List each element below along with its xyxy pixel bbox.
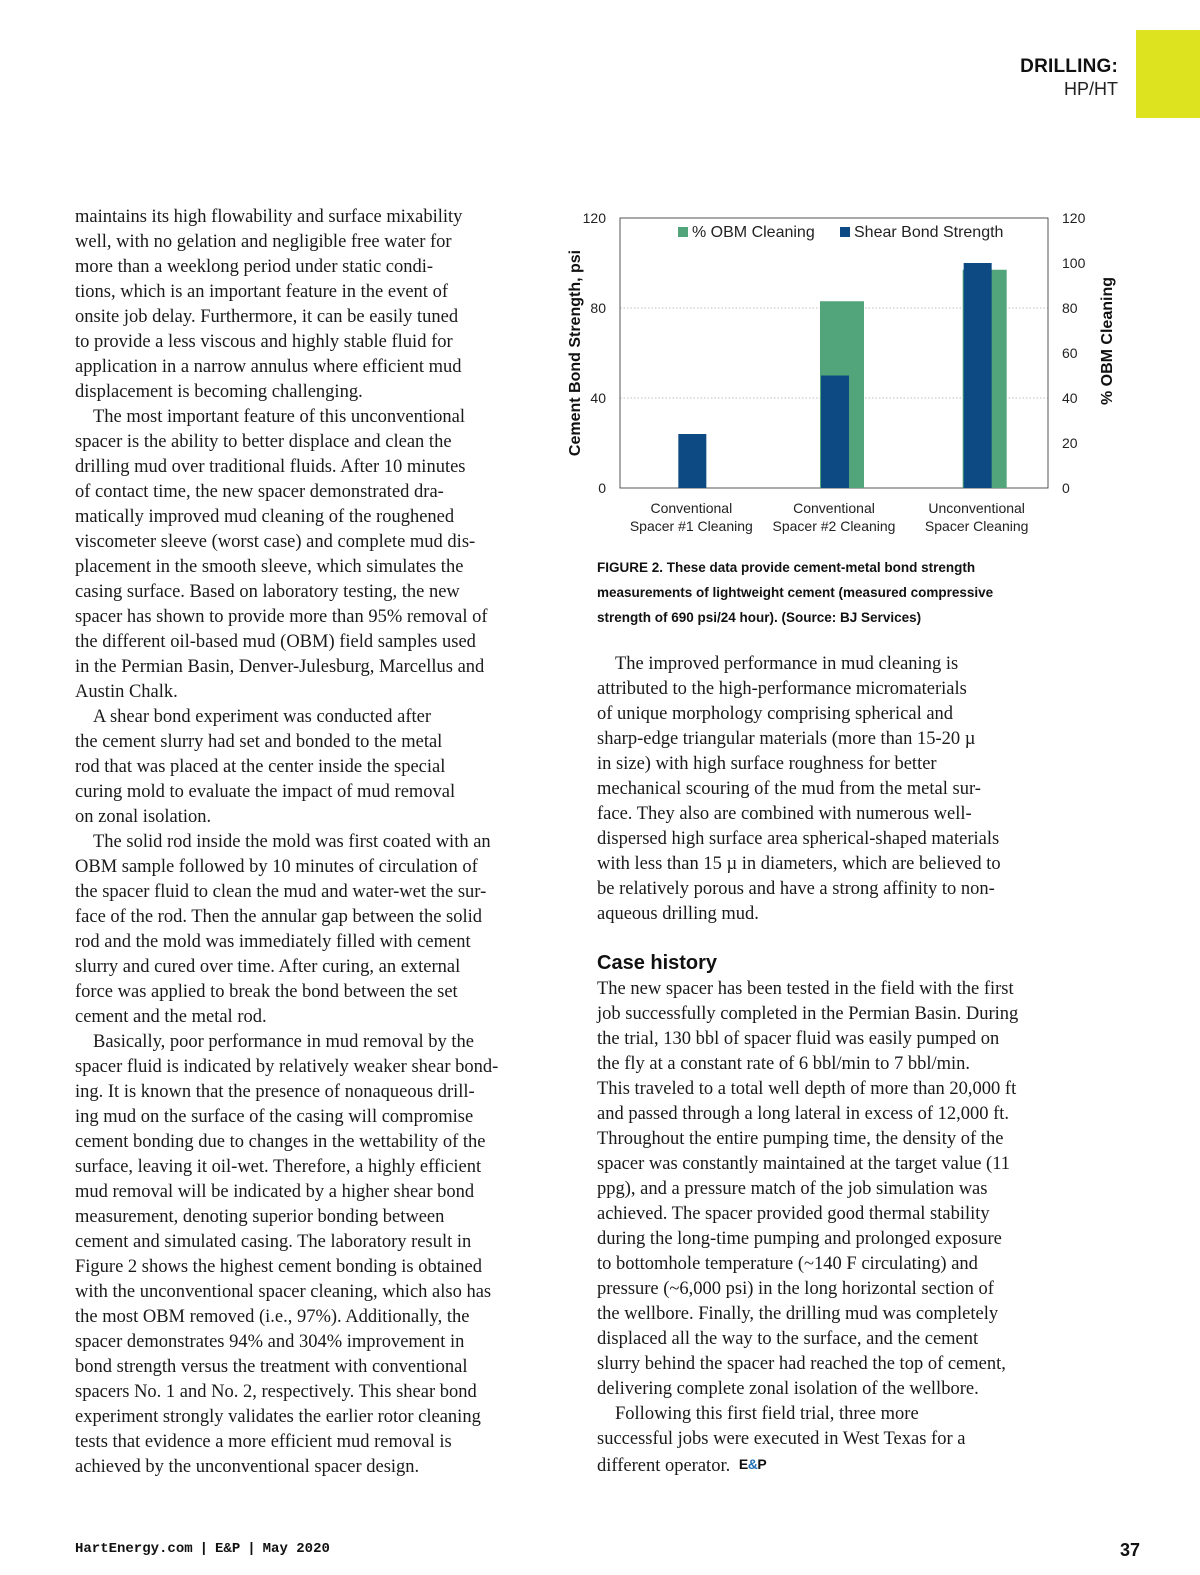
text-line: be relatively porous and have a strong affinity to non- [597, 879, 995, 899]
text-line: slurry and cured over time. After curing, an external [75, 957, 461, 977]
ep-logo-amp: & [747, 1456, 758, 1472]
text-line: slurry behind the spacer had reached the top of cement, [597, 1354, 1006, 1374]
text-line: casing surface. Based on laboratory testing, the new [75, 582, 460, 602]
bar-shear-bond-strength [964, 263, 992, 488]
text-line: The solid rod inside the mold was first coated with an [93, 832, 491, 852]
text-line: cement and the metal rod. [75, 1007, 267, 1027]
text-line: achieved by the unconventional spacer design. [75, 1457, 420, 1477]
y-tick-label: 0 [598, 480, 606, 496]
text-line: matically improved mud cleaning of the roughened [75, 507, 455, 527]
text-line: aqueous drilling mud. [597, 904, 759, 924]
text-line: dispersed high surface area spherical-shaped materials [597, 829, 1000, 849]
legend-swatch [678, 227, 688, 237]
section-subtitle: HP/HT [1064, 79, 1118, 99]
x-category-label: Spacer Cleaning [924, 518, 1029, 534]
footer-site: HartEnergy.com [75, 1541, 193, 1557]
text-line: the spacer fluid to clean the mud and water-wet the sur- [75, 882, 487, 902]
paragraph [75, 405, 565, 705]
text-line: the cement slurry had set and bonded to the metal [75, 732, 443, 752]
text-line: and passed through a long lateral in excess of 12,000 ft. [597, 1104, 1010, 1124]
text-line: The most important feature of this unconventional [93, 407, 465, 427]
legend-swatch [840, 227, 850, 237]
text-line: cement bonding due to changes in the wettability of the [75, 1132, 486, 1152]
text-line: successful jobs were executed in West Texas for a [597, 1429, 966, 1449]
text-line: Following this first field trial, three more [615, 1404, 919, 1424]
text-line: OBM sample followed by 10 minutes of circulation of [75, 857, 478, 877]
text-line: the different oil-based mud (OBM) field samples used [75, 632, 476, 652]
text-line: displaced all the way to the surface, and the cement [597, 1329, 979, 1349]
figure-caption [597, 555, 1097, 630]
text-line: spacer has shown to provide more than 95% removal of [75, 607, 488, 627]
text-line: mud removal will be indicated by a higher shear bond [75, 1182, 475, 1202]
text-line: on zonal isolation. [75, 807, 212, 827]
figure-2-chart [560, 200, 1140, 550]
footer [75, 1541, 330, 1557]
text-line: more than a weeklong period under static condi- [75, 257, 434, 277]
text-line: spacers No. 1 and No. 2, respectively. This shear bond [75, 1382, 477, 1402]
text-line: attributed to the high-performance micromaterials [597, 679, 967, 699]
caption-line: FIGURE 2. These data provide cement-metal bond strength [597, 560, 976, 575]
y-tick-label: 120 [582, 210, 606, 226]
text-line: of unique morphology comprising spherical and [597, 704, 954, 724]
text-line: well, with no gelation and negligible free water for [75, 232, 452, 252]
y2-tick-label: 100 [1062, 255, 1086, 271]
ep-logo-end-mark [739, 1456, 766, 1472]
y2-tick-label: 120 [1062, 210, 1086, 226]
text-line: The improved performance in mud cleaning is [615, 654, 959, 674]
ep-logo-e: E [738, 1456, 748, 1472]
y2-axis-label: % OBM Cleaning [1099, 276, 1116, 406]
text-line: maintains its high flowability and surface mixability [75, 207, 463, 227]
paragraph [75, 1030, 565, 1480]
text-line: cement and simulated casing. The laboratory result in [75, 1232, 472, 1252]
text-line: drilling mud over traditional fluids. After 10 minutes [75, 457, 466, 477]
text-line: displacement is becoming challenging. [75, 382, 363, 402]
text-line: to bottomhole temperature (~140 F circulating) and [597, 1254, 978, 1274]
x-category-label: Unconventional [928, 500, 1025, 516]
text-line: curing mold to evaluate the impact of mud removal [75, 782, 456, 802]
text-line: ing. It is known that the presence of nonaqueous drill- [75, 1082, 475, 1102]
text-line: A shear bond experiment was conducted after [93, 707, 432, 727]
y2-tick-label: 80 [1062, 300, 1078, 316]
y2-tick-label: 60 [1062, 345, 1078, 361]
text-line: bond strength versus the treatment with conventional [75, 1357, 468, 1377]
footer-separator: | [199, 1541, 209, 1557]
legend-label: % OBM Cleaning [692, 224, 815, 241]
text-line: force was applied to break the bond between the set [75, 982, 458, 1002]
caption-line: measurements of lightweight cement (measured compressive [597, 585, 994, 600]
text-line: spacer fluid is indicated by relatively weaker shear bond- [75, 1057, 499, 1077]
text-line: Basically, poor performance in mud removal by the [93, 1032, 475, 1052]
paragraph [75, 830, 565, 1030]
legend-label: Shear Bond Strength [854, 224, 1004, 241]
paragraph [597, 977, 1097, 1402]
text-line: tests that evidence a more efficient mud removal is [75, 1432, 452, 1452]
text-line: surface, leaving it oil-wet. Therefore, a highly efficient [75, 1157, 482, 1177]
text-line: ppg), and a pressure match of the job simulation was [597, 1179, 988, 1199]
text-line: viscometer sleeve (worst case) and complete mud dis- [75, 532, 476, 552]
x-category-label: Conventional [793, 500, 875, 516]
footer-issue: May 2020 [262, 1541, 330, 1557]
section-accent-tab [1136, 30, 1200, 118]
text-line: placement in the smooth sleeve, which simulates the [75, 557, 464, 577]
text-line: experiment strongly validates the earlier rotor cleaning [75, 1407, 481, 1427]
text-line: application in a narrow annulus where efficient mud [75, 357, 462, 377]
text-line: This traveled to a total well depth of more than 20,000 ft [597, 1079, 1017, 1099]
text-line: sharp-edge triangular materials (more than 15-20 µ [597, 729, 976, 749]
text-line: the fly at a constant rate of 6 bbl/min to 7 bbl/min. [597, 1054, 971, 1074]
text-line: of contact time, the new spacer demonstrated dra- [75, 482, 444, 502]
y2-tick-label: 40 [1062, 390, 1078, 406]
y2-tick-label: 0 [1062, 480, 1070, 496]
text-line: face. They also are combined with numerous well- [597, 804, 972, 824]
y-tick-label: 40 [590, 390, 606, 406]
text-line: the wellbore. Finally, the drilling mud was completely [597, 1304, 999, 1324]
text-line: in size) with high surface roughness for better [597, 754, 937, 774]
text-line: tions, which is an important feature in the event of [75, 282, 448, 302]
case-history-heading: Case history [597, 952, 718, 974]
caption-line: strength of 690 psi/24 hour). (Source: BJ Services) [597, 610, 922, 625]
text-line: delivering complete zonal isolation of the wellbore. [597, 1379, 979, 1399]
text-line: face of the rod. Then the annular gap between the solid [75, 907, 483, 927]
text-line: onsite job delay. Furthermore, it can be easily tuned [75, 307, 459, 327]
page-number: 37 [1119, 1540, 1140, 1560]
text-line: Austin Chalk. [75, 682, 178, 702]
x-category-label: Spacer #1 Cleaning [629, 518, 753, 534]
left-text-column [75, 205, 565, 1480]
text-line: Throughout the entire pumping time, the density of the [597, 1129, 1004, 1149]
section-header [1020, 56, 1118, 100]
right-text-column [597, 652, 1097, 1479]
text-line: pressure (~6,000 psi) in the long horizontal section of [597, 1279, 994, 1299]
paragraph [597, 1402, 1097, 1479]
text-line: the most OBM removed (i.e., 97%). Additionally, the [75, 1307, 470, 1327]
text-line: measurement, denoting superior bonding between [75, 1207, 445, 1227]
text-line: with less than 15 µ in diameters, which are believed to [597, 854, 1001, 874]
footer-separator: | [247, 1541, 256, 1557]
text-line: mechanical scouring of the mud from the metal sur- [597, 779, 981, 799]
ep-logo-p: P [757, 1456, 767, 1472]
footer-magazine: E&P [215, 1541, 241, 1557]
bar-shear-bond-strength [678, 434, 706, 488]
text-line: ing mud on the surface of the casing will compromise [75, 1107, 474, 1127]
paragraph [75, 205, 565, 405]
text-line: spacer is the ability to better displace and clean the [75, 432, 452, 452]
x-category-label: Conventional [650, 500, 733, 516]
text-line: rod that was placed at the center inside the special [75, 757, 446, 777]
bar-chart [560, 200, 1140, 550]
text-line: rod and the mold was immediately filled with cement [75, 932, 471, 952]
text-line: job successfully completed in the Permian Basin. During [597, 1004, 1019, 1024]
text-line: different operator. E&P [597, 1456, 767, 1476]
paragraph [597, 652, 1097, 927]
text-line: the trial, 130 bbl of spacer fluid was easily pumped on [597, 1029, 1000, 1049]
y-tick-label: 80 [590, 300, 606, 316]
y2-tick-label: 20 [1062, 435, 1078, 451]
bar-shear-bond-strength [821, 376, 849, 489]
text-line: spacer demonstrates 94% and 304% improvement in [75, 1332, 465, 1352]
y-axis-label: Cement Bond Strength, psi [567, 249, 584, 457]
text-line: to provide a less viscous and highly stable fluid for [75, 332, 453, 352]
text-line: Figure 2 shows the highest cement bonding is obtained [75, 1257, 482, 1277]
text-line: achieved. The spacer provided good thermal stability [597, 1204, 990, 1224]
text-line: with the unconventional spacer cleaning, which also has [75, 1282, 492, 1302]
text-line: in the Permian Basin, Denver-Julesburg, Marcellus and [75, 657, 485, 677]
x-category-label: Spacer #2 Cleaning [772, 518, 896, 534]
text-line: during the long-time pumping and prolonged exposure [597, 1229, 1002, 1249]
section-title: DRILLING: [1020, 56, 1118, 77]
text-line: The new spacer has been tested in the field with the first [597, 979, 1014, 999]
text-line: spacer was constantly maintained at the target value (11 [597, 1154, 1011, 1174]
paragraph [75, 705, 565, 830]
